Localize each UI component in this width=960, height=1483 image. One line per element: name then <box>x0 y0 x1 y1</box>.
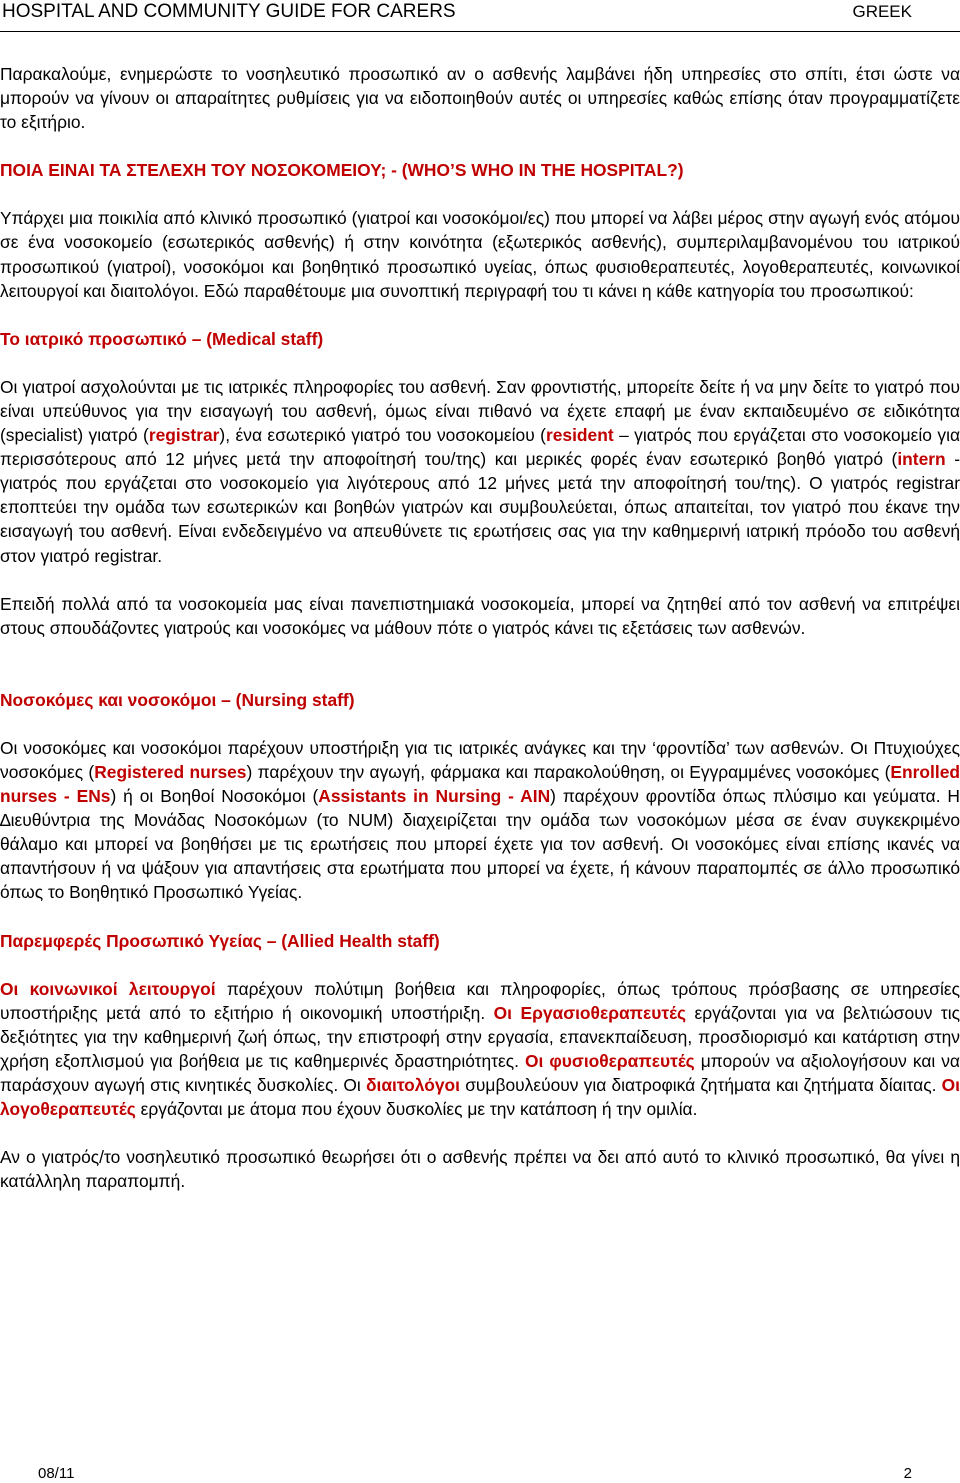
term-resident: resident <box>545 425 614 446</box>
term-assistants-in-nursing: Assistants in Nursing - AIN <box>318 786 551 807</box>
nursing-text-4: ) παρέχουν φροντίδα όπως πλύσιμο και γεύματα. Η ∆ιευθύντρια της Μονάδας Νοσοκόμων (το NUM) διαχειρίζεται την ομάδα των νοσοκόμων μέσα σε έναν συγκεκριμένο θάλαμο και μπορεί να βοηθήσει με τις ερωτήσεις που μπορεί έχετε για τον ασθενή. Οι νοσοκόμες είναι επίσης ικανές να απαντήσουν ή να ψάξουν για απαντήσεις στα ερωτήματα που μπορεί να έχετε, ή κάνουν παραπομπές σε άλλο προσωπικό όπως το Βοηθητικό Προσωπικό Υγείας. <box>0 786 960 903</box>
allied-health-paragraph <box>0 977 960 1122</box>
teaching-hospital-paragraph: Επειδή πολλά από τα νοσοκομεία μας είναι πανεπιστημιακά νοσοκομεία, μπορεί να ζητηθεί από τον ασθενή να επιτρέψει στους σπουδάζοντες γιατρούς και νοσοκόμες να μάθουν πότε ο γιατρός κάνει τις εξετάσεις των ασθενών. <box>0 593 960 638</box>
term-physiotherapists: Οι φυσιοθεραπευτές <box>525 1050 695 1071</box>
nursing-text-1: Οι νοσοκόμες και νοσοκόμοι παρέχουν υποστήριξη για τις ιατρικές ανάγκες και την ‘φροντίδα’ των ασθενών. Οι Πτυχιούχες νοσοκόμες ( <box>0 737 960 782</box>
nursing-text-2: ) παρέχουν την αγωγή, φάρμακα και παρακολούθηση, οι Εγγραμμένες νοσοκόμες ( <box>246 761 891 782</box>
nursing-staff-paragraph <box>0 736 960 905</box>
term-speech-therapists: Οι λογοθεραπευτές <box>0 1075 960 1120</box>
nursing-text-3: ) ή οι Βοηθοί Νοσοκόμοι ( <box>110 786 319 807</box>
medical-text-1: Οι γιατροί ασχολούνται με τις ιατρικές πληροφορίες του ασθενή. Σαν φροντιστής, μπορείτε δείτε ή να μην δείτε το γιατρό που είναι υπεύθυνος για την εισαγωγή του ασθενή, όμως είναι πιθανό να έχετε επαφή με έναν εκπαιδευμένο σε ειδικότητα (specialist) γιατρό ( <box>0 376 960 446</box>
medical-text-4: - γιατρός που εργάζεται στο νοσοκομείο για λιγότερους από 12 μήνες μετά την αποφοίτησή του/της). Ο γιατρός registrar εποπτεύει την ομάδα των εσωτερικών και βοηθών γιατρών και συμβουλεύεται, όπως απαιτείται, τον γιατρό που έκανε την εισαγωγή του ασθενή. Είναι ενδεδειγμένο να απευθύνετε τις ερωτήσεις σας για την καθημερινή ιατρική πρόοδο του ασθενή στον γιατρό registrar. <box>0 449 960 566</box>
closing-paragraph: Αν ο γιατρός/το νοσηλευτικό προσωπικό θεωρήσει ότι ο ασθενής πρέπει να δει από αυτό το κλινικό προσωπικό, θα γίνει η κατάλληλη παραπομπή. <box>0 1147 960 1192</box>
whos-who-heading: ΠΟΙΑ ΕΙΝΑΙ ΤΑ ΣΤΕΛΕΧΗ ΤΟΥ ΝΟΣΟΚΟΜΕΙΟΥ; - (WHO’S WHO IN THE HOSPITAL?) <box>0 160 684 181</box>
term-intern: intern <box>897 449 946 470</box>
allied-health-heading: Παρεμφερές Προσωπικό Υγείας – (Allied Health staff) <box>0 930 440 951</box>
medical-staff-paragraph <box>0 375 960 568</box>
header-title: HOSPITAL AND COMMUNITY GUIDE FOR CARERS <box>2 1 456 22</box>
allied-text-5: εργάζονται με άτομα που έχουν δυσκολίες με την κατάποση ή την ομιλία. <box>135 1099 698 1120</box>
footer-page-number: 2 <box>903 1465 912 1482</box>
nursing-staff-heading: Νοσοκόμες και νοσοκόμοι – (Nursing staff) <box>0 689 355 710</box>
term-registrar: registrar <box>148 425 220 446</box>
term-registered-nurses: Registered nurses <box>94 761 247 782</box>
intro-paragraph: Παρακαλούμε, ενημερώστε το νοσηλευτικό προσωπικό αν ο ασθενής λαμβάνει ήδη υπηρεσίες στο σπίτι, έτσι ώστε να μπορούν να γίνουν οι απαραίτητες ρυθμίσεις για να ειδοποιηθούν αυτές οι υπηρεσίες καθώς επίσης όταν προγραμματίζετε το εξιτήριο. <box>0 64 960 133</box>
whos-who-paragraph: Υπάρχει μια ποικιλία από κλινικό προσωπικό (γιατροί και νοσοκόμοι/ες) που μπορεί να λάβει μέρος στην αγωγή ενός ατόμου σε ένα νοσοκομείο (εσωτερικός ασθενής) ή στην κοινότητα (εξωτερικός ασθενής), συμπεριλαμβανομένου του ιατρικού προσωπικού (γιατροί), νοσοκόμοι και βοηθητικό προσωπικό υγείας, όπως φυσιοθεραπευτές, λογοθεραπευτές, κοινωνικοί λειτουργοί και διαιτολόγοι. Εδώ παραθέτουμε μια συνοπτική περιγραφή του τι κάνει η κάθε κατηγορία του προσωπικού: <box>0 208 960 301</box>
term-occupational-therapists: Οι Εργασιοθεραπευτές <box>493 1002 686 1023</box>
medical-text-2: ), ένα εσωτερικό γιατρό του νοσοκομείου ( <box>219 425 546 446</box>
allied-text-1: παρέχουν πολύτιμη βοήθεια και πληροφορίες, όπως τρόπους πρόσβασης σε υπηρεσίες υποστήριξης μετά από το εξιτήριο ή οικονομική υποστήριξη. <box>0 978 960 1023</box>
allied-text-4: συμβουλεύουν για διατροφικά ζητήματα και ζητήματα δίαιτας. <box>459 1075 942 1095</box>
header-language: GREEK <box>852 2 912 21</box>
header-divider <box>0 31 960 32</box>
medical-staff-heading: Το ιατρικό προσωπικό – (Medical staff) <box>0 328 324 349</box>
term-social-workers: Οι κοινωνικοί λειτουργοί <box>0 978 216 999</box>
allied-text-3: μπορούν να αξιολογήσουν και να παράσχουν αγωγή στις κινητικές δυσκολίες. Οι <box>0 1050 960 1095</box>
allied-text-2: εργάζονται για να βελτιώσουν τις δεξιότητες για την καθημερινή ζωή όπως, την επιστροφή στην εργασία, επανεκπαίδευση, προσδιορισμό και κατάρτιση στην χρήση εξοπλισμού για βοήθεια με τις καθημερινές δραστηριότητες. <box>0 1002 960 1071</box>
term-enrolled-nurses: Enrolled nurses - ENs <box>0 761 960 807</box>
medical-text-3: – γιατρός που εργάζεται στο νοσοκομείο για περισσότερους από 12 μήνες μετά την αποφοίτησή του/της) και μερικές φορές έναν εσωτερικό βοηθό γιατρό ( <box>0 425 960 470</box>
footer-date: 08/11 <box>38 1465 75 1482</box>
term-dietitians: διαιτολόγοι <box>365 1075 460 1095</box>
page-header <box>2 0 912 24</box>
page-footer <box>38 1464 912 1483</box>
document-body <box>0 62 960 1193</box>
